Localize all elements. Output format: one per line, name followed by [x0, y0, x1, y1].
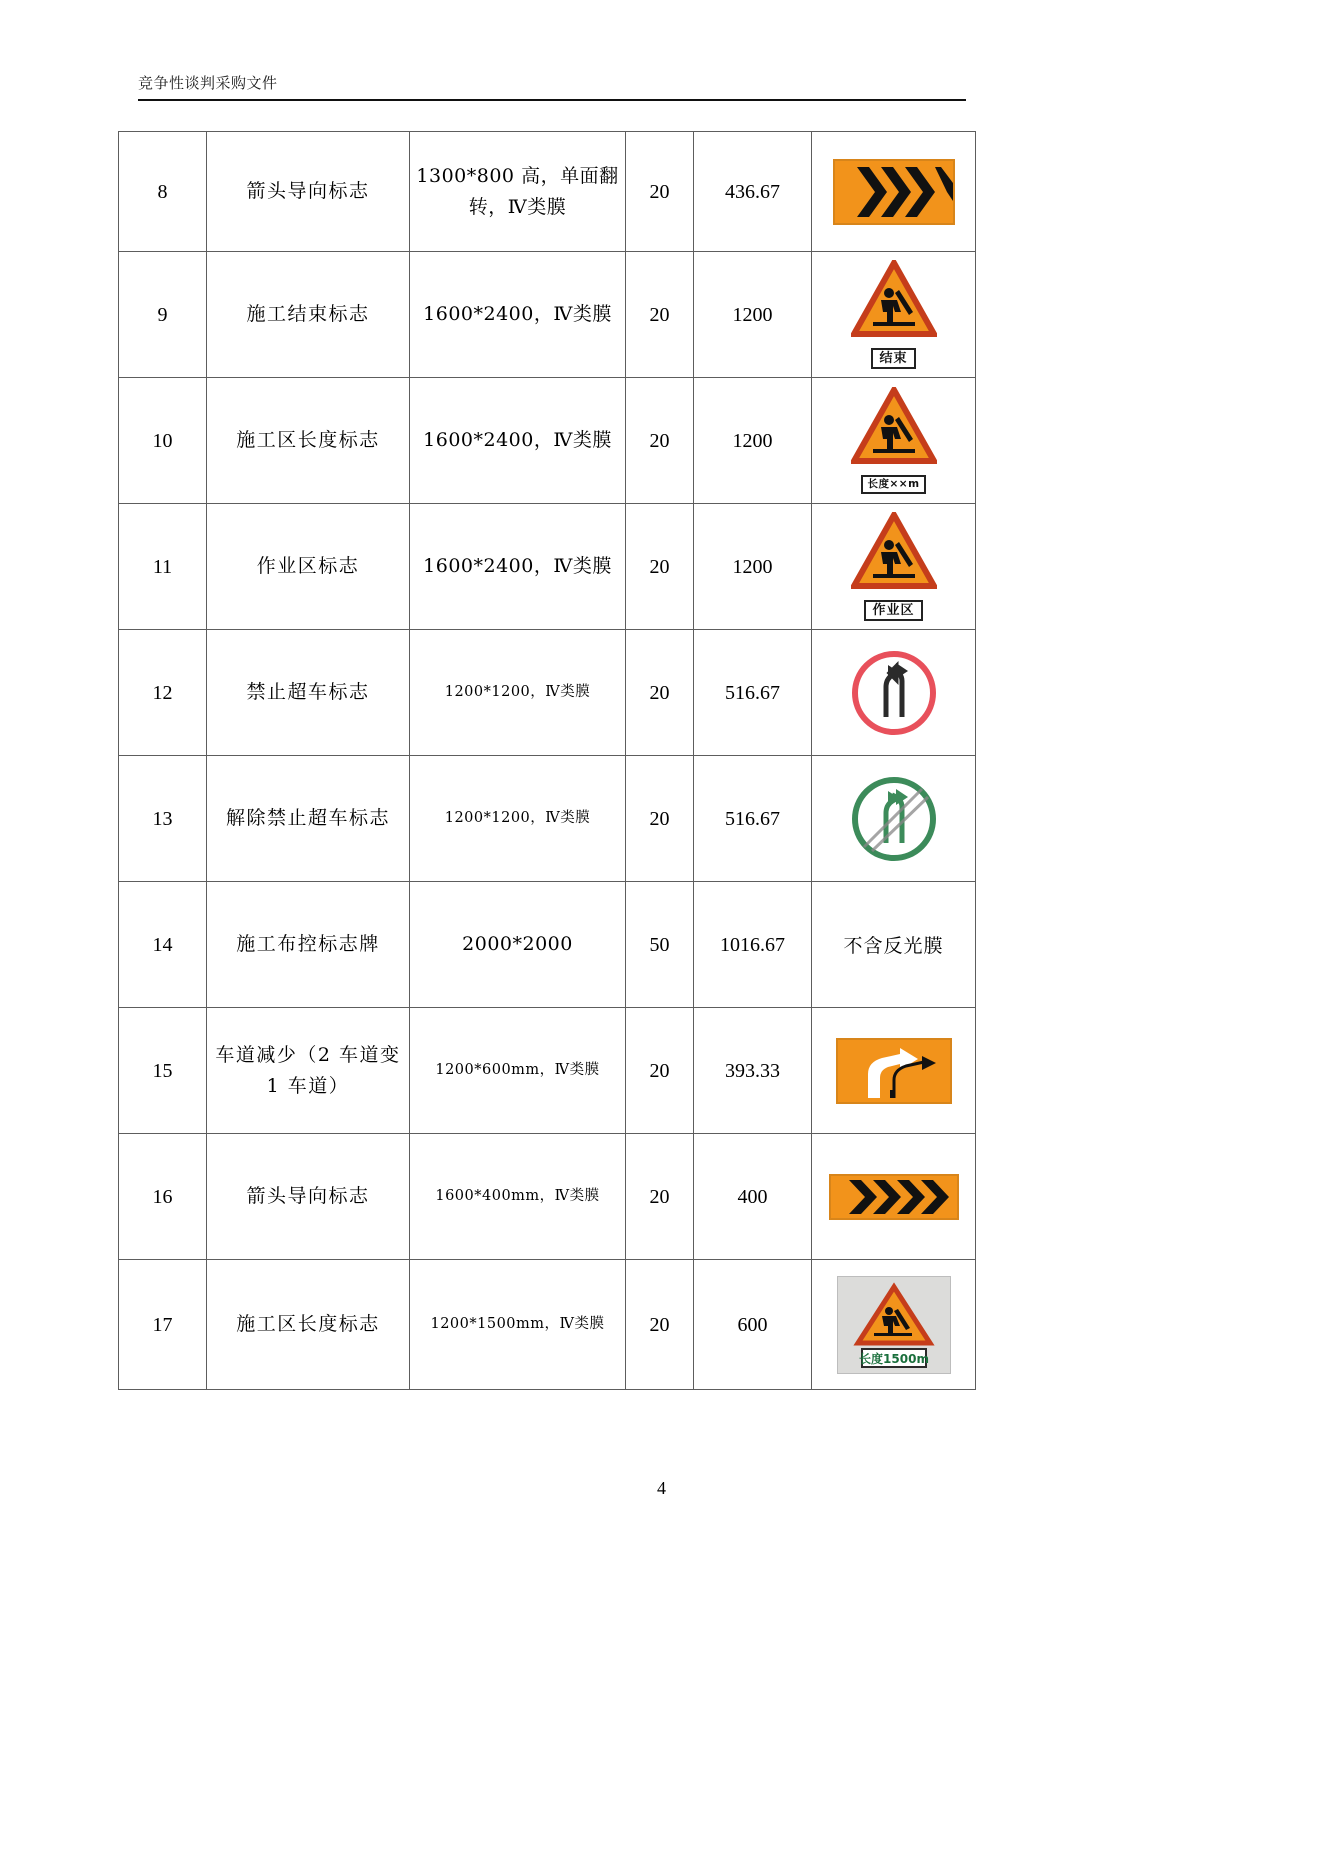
- sign-label: 长度××m: [861, 475, 925, 494]
- row-image: [812, 630, 976, 756]
- roadwork-triangle-icon: [851, 512, 937, 598]
- row-image-note: 不含反光膜: [812, 882, 976, 1008]
- row-spec: 2000*2000: [410, 882, 626, 1008]
- row-name: 车道减少（2 车道变 1 车道）: [207, 1008, 410, 1134]
- table-row: [119, 1134, 976, 1260]
- page-header: 竞争性谈判采购文件: [138, 74, 278, 92]
- row-image: [812, 378, 976, 504]
- end-no-overtaking-icon: [852, 777, 936, 861]
- row-qty: 20: [626, 132, 694, 252]
- roadwork-triangle-icon: [851, 260, 937, 346]
- chevron-arrow-sign-flat-icon: [829, 1174, 959, 1220]
- row-qty: 20: [626, 630, 694, 756]
- roadwork-photo-icon: [837, 1276, 951, 1374]
- row-image: [812, 504, 976, 630]
- row-price: 1200: [694, 252, 812, 378]
- chevron-arrow-sign-icon: [833, 159, 955, 225]
- row-index: 14: [119, 882, 207, 1008]
- table-row: [119, 252, 976, 378]
- row-name: 作业区标志: [207, 504, 410, 630]
- row-image: [812, 132, 976, 252]
- row-qty: 20: [626, 1008, 694, 1134]
- table-row: [119, 378, 976, 504]
- row-image: [812, 1008, 976, 1134]
- row-price: 516.67: [694, 630, 812, 756]
- row-name: 施工结束标志: [207, 252, 410, 378]
- no-overtaking-icon: [852, 651, 936, 735]
- row-name: 禁止超车标志: [207, 630, 410, 756]
- row-qty: 20: [626, 1260, 694, 1390]
- table-row: [119, 630, 976, 756]
- row-index: 11: [119, 504, 207, 630]
- row-name: 施工布控标志牌: [207, 882, 410, 1008]
- row-index: 13: [119, 756, 207, 882]
- table-row: [119, 756, 976, 882]
- row-qty: 20: [626, 252, 694, 378]
- row-name: 施工区长度标志: [207, 1260, 410, 1390]
- table-row: [119, 132, 976, 252]
- table-row: [119, 882, 976, 1008]
- table-row: [119, 504, 976, 630]
- row-price: 516.67: [694, 756, 812, 882]
- row-qty: 50: [626, 882, 694, 1008]
- row-spec: 1600*400mm，Ⅳ类膜: [410, 1134, 626, 1260]
- row-qty: 20: [626, 1134, 694, 1260]
- row-name: 箭头导向标志: [207, 1134, 410, 1260]
- row-price: 1200: [694, 378, 812, 504]
- row-image: [812, 1134, 976, 1260]
- row-name: 解除禁止超车标志: [207, 756, 410, 882]
- row-index: 16: [119, 1134, 207, 1260]
- table-row: [119, 1260, 976, 1390]
- row-qty: 20: [626, 378, 694, 504]
- row-spec: 1600*2400，Ⅳ类膜: [410, 252, 626, 378]
- row-price: 393.33: [694, 1008, 812, 1134]
- row-index: 12: [119, 630, 207, 756]
- items-table-container: [118, 131, 975, 1390]
- row-spec: 1600*2400，Ⅳ类膜: [410, 378, 626, 504]
- sign-label: 结束: [871, 348, 915, 370]
- items-table: [118, 131, 976, 1390]
- row-index: 9: [119, 252, 207, 378]
- table-row: [119, 1008, 976, 1134]
- row-price: 600: [694, 1260, 812, 1390]
- row-image: [812, 1260, 976, 1390]
- roadwork-triangle-icon: [851, 387, 937, 473]
- row-index: 8: [119, 132, 207, 252]
- row-index: 10: [119, 378, 207, 504]
- row-price: 400: [694, 1134, 812, 1260]
- lane-reduction-icon: [836, 1038, 952, 1104]
- row-price: 1016.67: [694, 882, 812, 1008]
- row-price: 436.67: [694, 132, 812, 252]
- sign-label-text: 长度1500m: [858, 1351, 929, 1366]
- row-spec: 1600*2400，Ⅳ类膜: [410, 504, 626, 630]
- row-image: [812, 756, 976, 882]
- row-qty: 20: [626, 756, 694, 882]
- row-index: 15: [119, 1008, 207, 1134]
- row-image: [812, 252, 976, 378]
- row-spec: 1300*800 高，单面翻转，Ⅳ类膜: [410, 132, 626, 252]
- row-spec: 1200*1200，Ⅳ类膜: [410, 630, 626, 756]
- row-spec: 1200*600mm，Ⅳ类膜: [410, 1008, 626, 1134]
- row-price: 1200: [694, 504, 812, 630]
- row-name: 箭头导向标志: [207, 132, 410, 252]
- header-divider: [138, 99, 966, 101]
- row-name: 施工区长度标志: [207, 378, 410, 504]
- row-spec: 1200*1500mm，Ⅳ类膜: [410, 1260, 626, 1390]
- sign-label: 作业区: [864, 600, 922, 622]
- row-spec: 1200*1200，Ⅳ类膜: [410, 756, 626, 882]
- row-index: 17: [119, 1260, 207, 1390]
- page-number: 4: [657, 1478, 666, 1498]
- row-qty: 20: [626, 504, 694, 630]
